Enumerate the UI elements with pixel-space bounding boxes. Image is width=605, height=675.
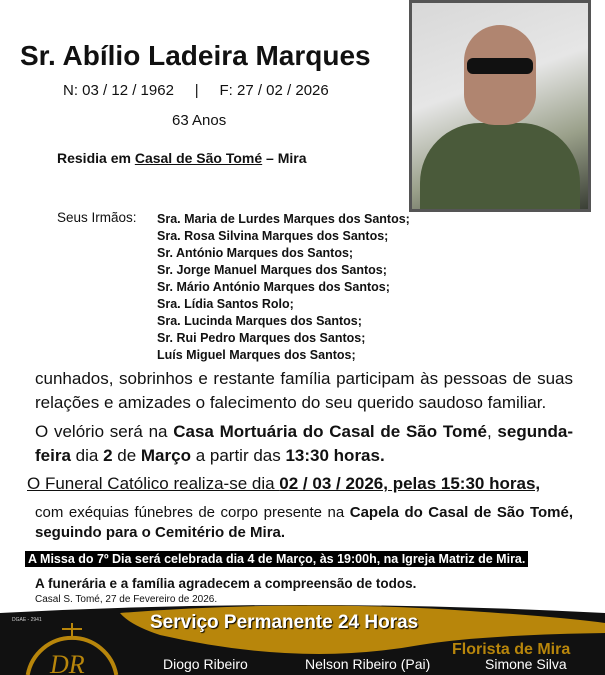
residence: [57, 150, 307, 166]
service-title: Serviço Permanente 24 Horas: [150, 612, 419, 633]
florist-name: Florista de Mira: [452, 641, 571, 658]
siblings-list: [157, 211, 410, 364]
sibling: Sra. Rosa Silvina Marques dos Santos;: [157, 229, 389, 243]
logo-text: DR: [50, 650, 85, 675]
mass-banner: A Missa do 7º Dia será celebrada dia 4 de Março, às 19:00h, na Igreja Matriz de Mira.: [25, 551, 528, 567]
residence-place: Casal de São Tomé: [134, 150, 263, 166]
place-date: Casal S. Tomé, 27 de Fevereiro de 2026.: [35, 594, 218, 605]
age: 63 Anos: [172, 112, 227, 129]
birth-death-dates: N: 03 / 12 / 1962 | F: 27 / 02 / 2026: [63, 82, 329, 99]
contact-name: Simone Silva: [485, 656, 567, 672]
sibling: Sra. Maria de Lurdes Marques dos Santos;: [157, 212, 410, 226]
residence-prefix: Residia em: [57, 150, 135, 166]
sibling: Sr. Jorge Manuel Marques dos Santos;: [157, 263, 387, 277]
thanks-text: A funerária e a família agradecem a compreensão de todos.: [35, 576, 417, 591]
funeral-info: O Funeral Católico realiza-se dia 02 / 03 / 2026, pelas 15:30 horas,: [27, 474, 541, 493]
residence-suffix: – Mira: [262, 150, 307, 166]
wake-info: O velório será na Casa Mortuária do Casal de São Tomé, segunda-feira dia 2 de Março a partir das 13:30 horas.: [35, 422, 573, 465]
sibling: Sr. Mário António Marques dos Santos;: [157, 280, 390, 294]
sibling: Sra. Lídia Santos Rolo;: [157, 297, 294, 311]
contact-name: Diogo Ribeiro: [163, 656, 248, 672]
contact-name: Nelson Ribeiro (Pai): [305, 656, 431, 672]
exequias-info: com exéquias fúnebres de corpo presente na Capela do Casal de São Tomé, seguindo para o Cemitério de Mira.: [35, 504, 573, 541]
deceased-name: Sr. Abílio Ladeira Marques: [20, 40, 371, 71]
license-number: DGAE - 2941: [12, 617, 42, 623]
sibling: Luís Miguel Marques dos Santos;: [157, 348, 356, 362]
deceased-photo: [409, 0, 591, 212]
sibling: Sr. Rui Pedro Marques dos Santos;: [157, 331, 366, 345]
sibling: Sra. Lucinda Marques dos Santos;: [157, 314, 362, 328]
sibling: Sr. António Marques dos Santos;: [157, 246, 354, 260]
family-text: cunhados, sobrinhos e restante família participam às pessoas de suas relações e amizades o falecimento do seu querido saudoso familiar.: [35, 369, 573, 412]
siblings-label: Seus Irmãos:: [57, 210, 137, 225]
